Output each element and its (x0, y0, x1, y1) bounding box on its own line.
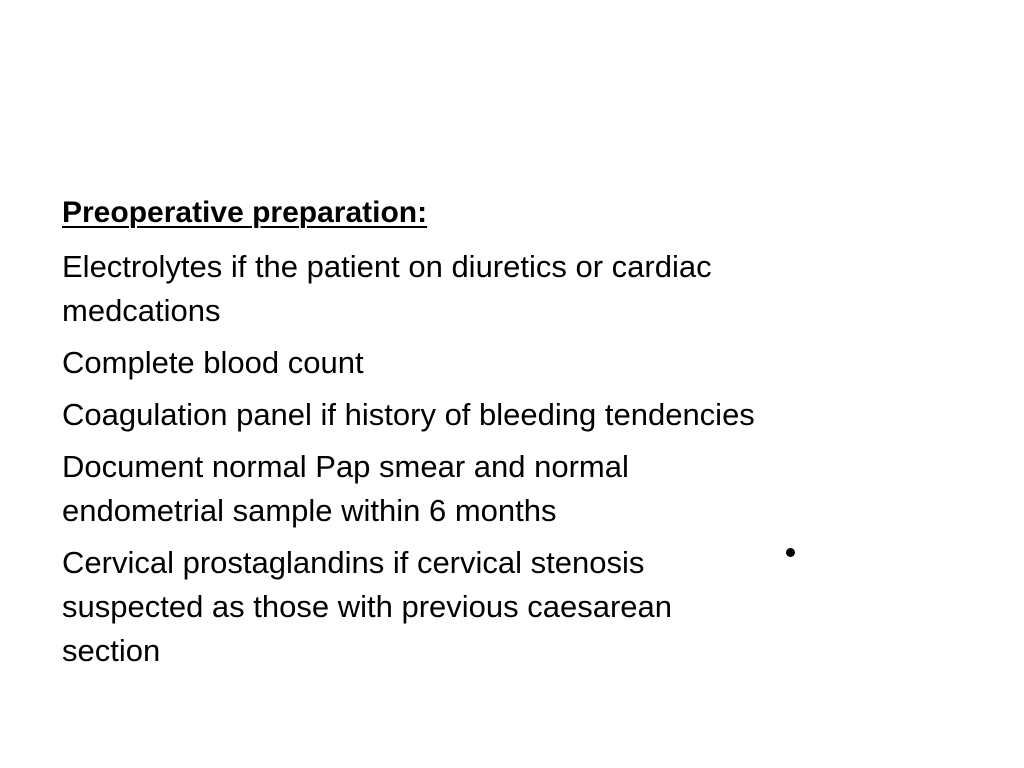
bullet-icon (786, 548, 795, 557)
list-item-line: Coagulation panel if history of bleeding tendencies (62, 397, 755, 432)
list-item-line: endometrial sample within 6 months (62, 493, 557, 528)
list-item (62, 245, 942, 333)
list-item-line: Cervical prostaglandins if cervical stenosis (62, 545, 645, 580)
list-item (62, 393, 942, 437)
list-item (62, 445, 942, 533)
list-item (62, 541, 942, 673)
slide-content (62, 193, 942, 681)
list-item-line: section (62, 633, 161, 668)
list-item-line: Electrolytes if the patient on diuretics or cardiac (62, 249, 712, 284)
list-item-line: Complete blood count (62, 345, 364, 380)
list-item-line: medcations (62, 293, 221, 328)
list-item (62, 341, 942, 385)
list-item-line: Document normal Pap smear and normal (62, 449, 629, 484)
list-item-line: suspected as those with previous caesarean (62, 589, 673, 624)
slide-heading: Preoperative preparation: (62, 196, 428, 229)
